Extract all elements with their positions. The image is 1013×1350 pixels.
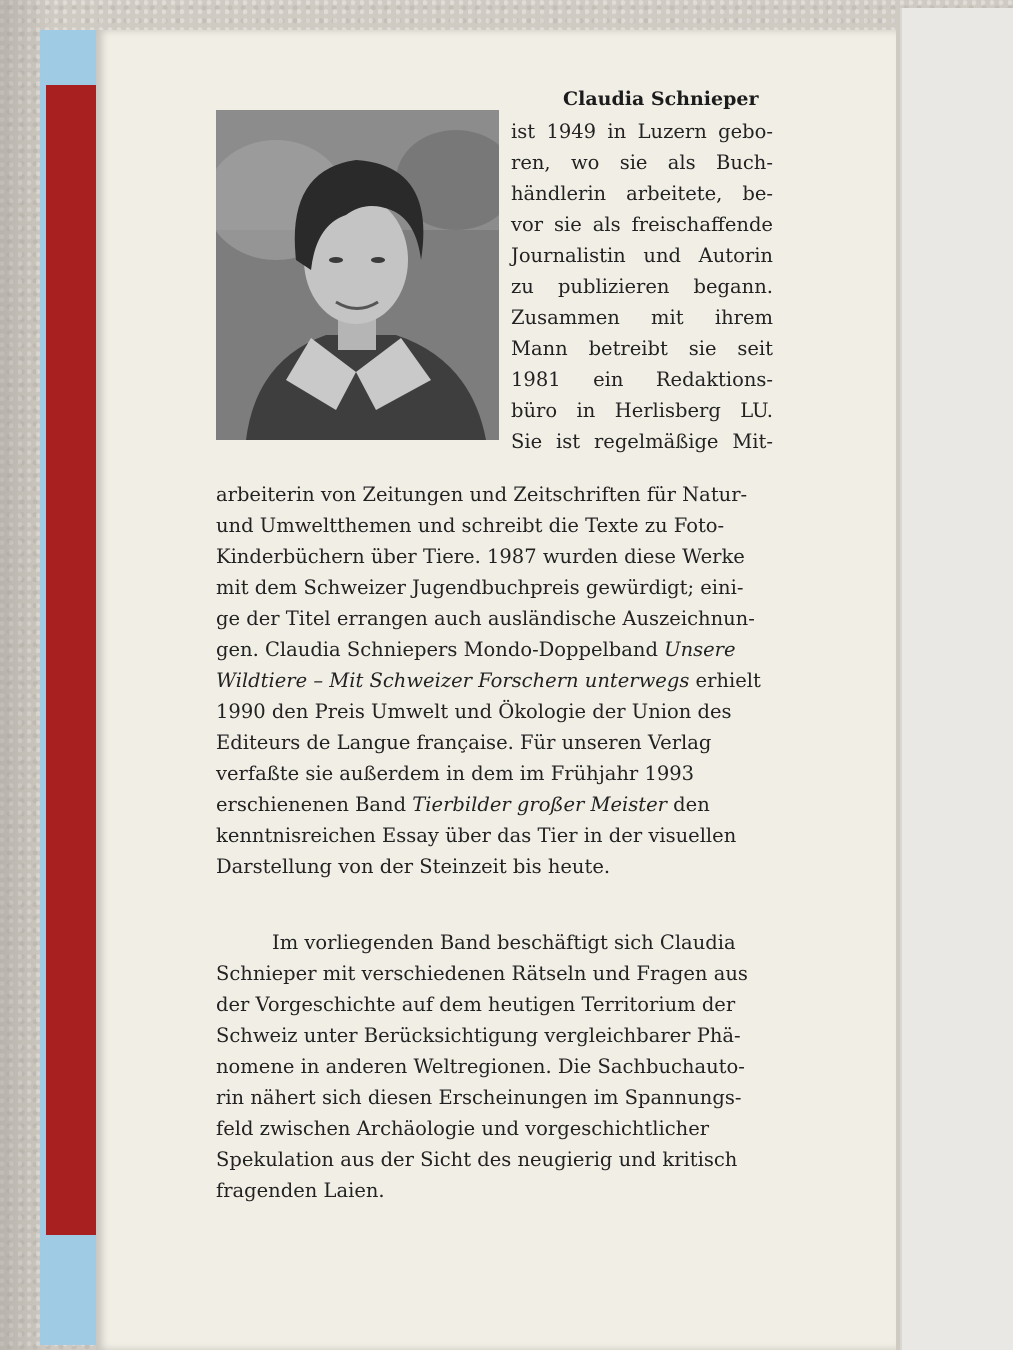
- word: freischaffende: [631, 213, 773, 236]
- book-title-italic: Tierbilder großer Meister: [412, 793, 667, 816]
- para-line: Spekulation aus der Sicht des neugierig und kritisch: [216, 1148, 738, 1171]
- word: Buch-: [715, 151, 773, 174]
- bio-line: mit dem Schweizer Jugendbuchpreis gewürdigt; eini-: [216, 576, 744, 599]
- word: regelmäßige: [593, 430, 719, 453]
- word: ren,: [511, 151, 551, 174]
- bio-line: Kinderbüchern über Tiere. 1987 wurden diese Werke: [216, 545, 745, 568]
- word: Mann: [511, 337, 568, 360]
- word: seit: [737, 337, 773, 360]
- para-line: der Vorgeschichte auf dem heutigen Territorium der: [216, 993, 736, 1016]
- bio-line: Editeurs de Langue française. Für unseren Verlag: [216, 731, 712, 754]
- bio-line: arbeiterin von Zeitungen und Zeitschriften für Natur-: [216, 483, 748, 506]
- word: Luzern: [637, 120, 707, 143]
- word: Journalistin: [511, 244, 626, 267]
- bio-line: [216, 792, 710, 818]
- word: Mit-: [732, 430, 773, 453]
- word: 1981: [511, 368, 561, 391]
- book-spine-red: [46, 85, 96, 1235]
- word: sie: [688, 337, 717, 360]
- bio-line: [511, 243, 773, 269]
- word: als: [667, 151, 696, 174]
- word: sie: [619, 151, 648, 174]
- word: begann.: [693, 275, 773, 298]
- word: händlerin: [511, 182, 607, 205]
- bio-line: kenntnisreichen Essay über das Tier in der visuellen: [216, 824, 737, 847]
- bio-text: erschienenen Band: [216, 793, 407, 816]
- word: betreibt: [588, 337, 668, 360]
- word: wo: [570, 151, 600, 174]
- para-line: Im vorliegenden Band beschäftigt sich Claudia: [272, 931, 736, 954]
- word: sie: [554, 213, 582, 236]
- word: und: [643, 244, 681, 267]
- portrait-illustration: [216, 110, 499, 440]
- bio-text: gen. Claudia Schniepers Mondo-Doppelband: [216, 638, 658, 661]
- author-name: Claudia Schnieper: [563, 88, 759, 110]
- word: ist: [556, 430, 581, 453]
- bio-line: [511, 367, 773, 393]
- para-line: rin nähert sich diesen Erscheinungen im Spannungs-: [216, 1086, 742, 1109]
- book-title-italic: Unsere: [664, 638, 736, 661]
- word: Sie: [511, 430, 543, 453]
- word: in: [576, 399, 596, 422]
- para-line: feld zwischen Archäologie und vorgeschichtlicher: [216, 1117, 710, 1140]
- bio-line: [511, 119, 773, 145]
- word: 1949: [546, 120, 597, 143]
- book-title-italic: Wildtiere – Mit Schweizer Forschern unterwegs: [216, 669, 690, 692]
- word: gebo-: [718, 120, 773, 143]
- bio-line: verfaßte sie außerdem in dem im Frühjahr 1993: [216, 762, 695, 785]
- word: be-: [742, 182, 773, 205]
- word: arbeitete,: [626, 182, 723, 205]
- word: zu: [511, 275, 534, 298]
- bio-line: [216, 637, 736, 663]
- word: büro: [511, 399, 558, 422]
- para-line: Schnieper mit verschiedenen Rätseln und Fragen aus: [216, 962, 748, 985]
- bio-line: ge der Titel errangen auch ausländische Auszeichnun-: [216, 607, 755, 630]
- bio-line: [511, 150, 773, 176]
- word: Zusammen: [511, 306, 620, 329]
- bio-text: erhielt: [695, 669, 761, 692]
- word: ein: [593, 368, 624, 391]
- bio-line: 1990 den Preis Umwelt und Ökologie der Union des: [216, 700, 732, 723]
- word: Redaktions-: [655, 368, 773, 391]
- para-line: fragenden Laien.: [216, 1179, 385, 1202]
- word: ist: [511, 120, 536, 143]
- word: Herlisberg: [614, 399, 721, 422]
- bio-line: [511, 398, 773, 424]
- word: Autorin: [698, 244, 773, 267]
- word: als: [592, 213, 621, 236]
- word: LU.: [740, 399, 773, 422]
- para-line: Schweiz unter Berücksichtigung vergleichbarer Phä-: [216, 1024, 741, 1047]
- bio-line: [511, 305, 773, 331]
- para-line: nomene in anderen Weltregionen. Die Sachbuchauto-: [216, 1055, 745, 1078]
- word: mit: [651, 306, 684, 329]
- bio-line: und Umweltthemen und schreibt die Texte zu Foto-: [216, 514, 725, 537]
- bio-line: [216, 668, 761, 694]
- bio-line: [511, 274, 773, 300]
- word: ihrem: [714, 306, 773, 329]
- bio-line: [511, 212, 773, 238]
- bio-line: [511, 181, 773, 207]
- word: publizieren: [557, 275, 670, 298]
- bio-text: den: [673, 793, 710, 816]
- bio-line: Darstellung von der Steinzeit bis heute.: [216, 855, 611, 878]
- word: vor: [511, 213, 544, 236]
- word: in: [607, 120, 627, 143]
- bio-line: [511, 429, 773, 455]
- adjacent-book-page: [900, 8, 1013, 1350]
- author-portrait-photo: [216, 110, 499, 440]
- bio-line: [511, 336, 773, 362]
